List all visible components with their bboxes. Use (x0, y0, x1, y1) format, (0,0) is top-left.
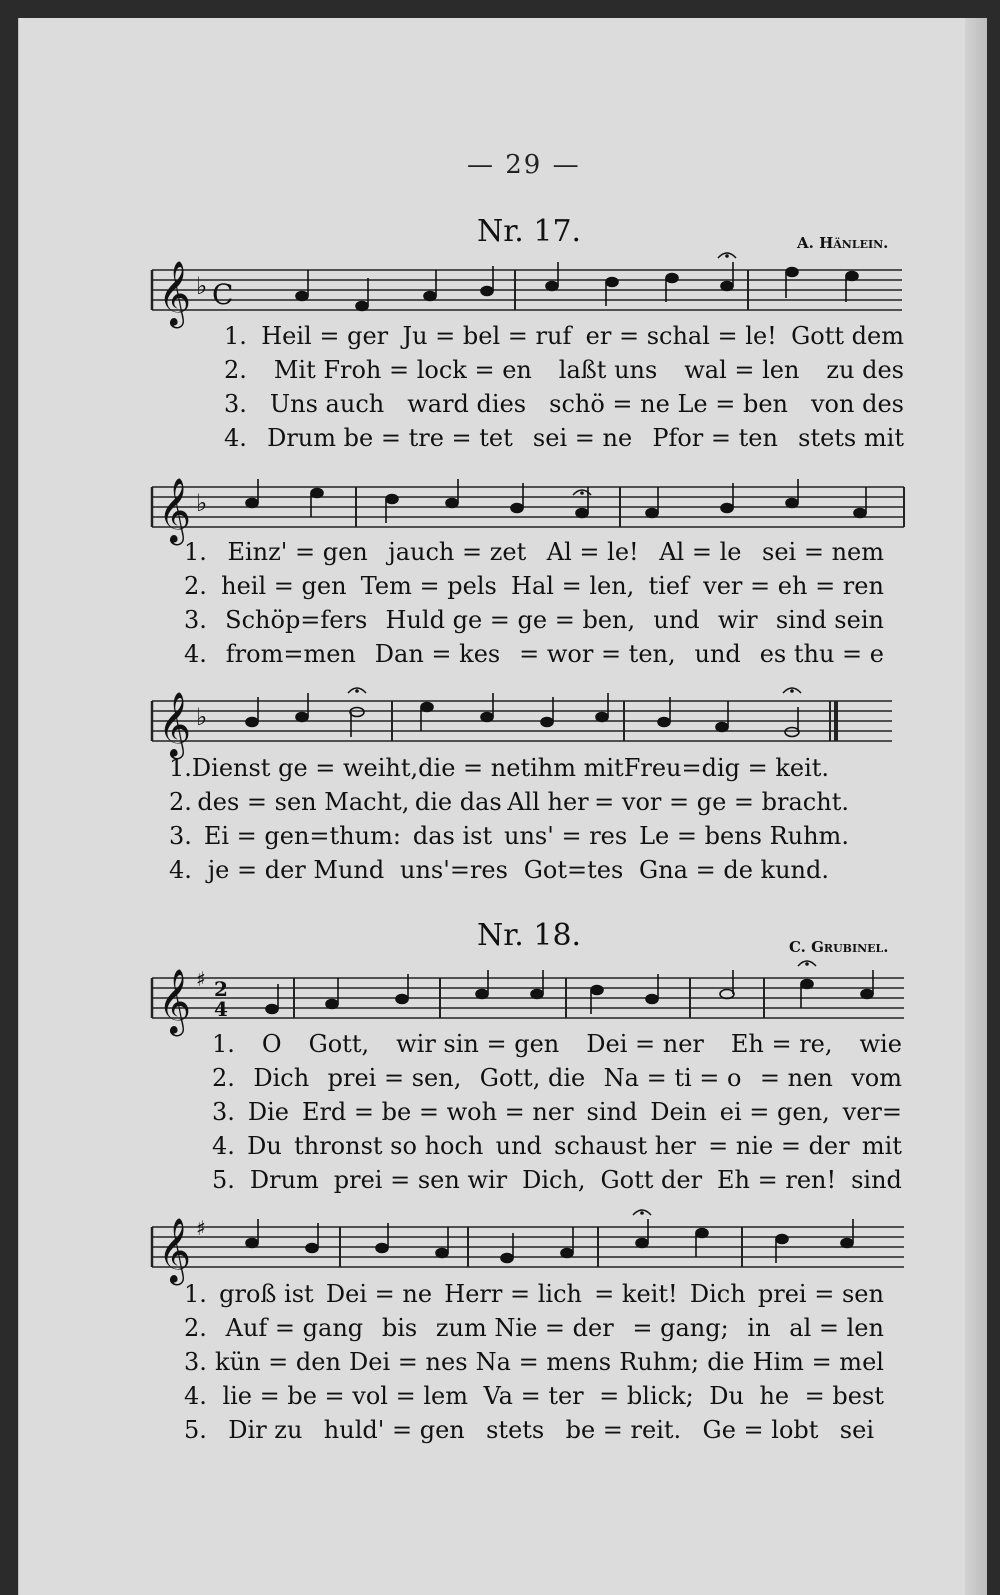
svg-text:C: C (212, 278, 234, 311)
svg-text:♯: ♯ (196, 1216, 206, 1240)
lyrics-17-1-verse-3: 3. Uns auch ward dies schö = ne Le = ben von des (224, 390, 904, 418)
verse-number: 4. (224, 424, 247, 452)
lyrics-18-2-verse-4: 4. lie = be = vol = lem Va = ter = blick; Du he = best (184, 1382, 884, 1410)
lyrics-17-3-verse-4: 4. je = der Mund uns'=res Got=tes Gna = de kund. (169, 856, 829, 884)
lyrics-17-2-verse-2: 2. heil = gen Tem = pels Hal = len, tief ver = eh = ren (184, 572, 884, 600)
lyrics-18-1-verse-3: 3. Die Erd = be = woh = ner sind Dein ei = gen, ver= (212, 1098, 902, 1126)
lyrics-18-2-verse-2: 2. Auf = gang bis zum Nie = der = gang; in al = len (184, 1314, 884, 1342)
page-number: — 29 — (467, 150, 581, 180)
page-gutter (965, 18, 987, 1595)
lyrics-17-2-verse-3: 3. Schöp=fers Huld ge = ge = ben, und wir sind sein (184, 606, 884, 634)
lyrics-18-1-verse-4: 4. Du thronst so hoch und schaust her = nie = der mit (212, 1132, 902, 1160)
music-staff-17-1 (152, 261, 912, 326)
lyrics-17-3-verse-1: 1. Dienst ge = weiht, die = net ihm mit Freu=dig = keit. (169, 754, 830, 782)
verse-number: 2. (224, 356, 247, 384)
svg-text:𝄞: 𝄞 (158, 478, 192, 543)
composer-17: A. Hänlein. (797, 234, 889, 252)
verse-number: 3. (224, 390, 247, 418)
lyrics-17-2-verse-4: 4. from=men Dan = kes = wor = ten, und es thu = e (184, 640, 884, 668)
lyrics-18-2-verse-1: 1. groß ist Dei = ne Herr = lich = keit! Dich prei = sen (184, 1280, 884, 1308)
lyrics-18-1-verse-5: 5. Drum prei = sen wir Dich, Gott der Eh = ren! sind (212, 1166, 902, 1194)
svg-text:♭: ♭ (196, 703, 208, 731)
svg-text:2: 2 (214, 977, 228, 1001)
music-staff-17-3 (152, 692, 912, 757)
lyrics-17-1-verse-2: 2. Mit Froh = lock = en laßt uns wal = len zu des (224, 356, 904, 384)
svg-text:4: 4 (214, 997, 228, 1021)
verse-number: 1. (224, 322, 247, 350)
lyrics-17-3-verse-3: 3. Ei = gen=thum: das ist uns' = res Le = bens Ruhm. (169, 822, 849, 850)
lyrics-17-1-verse-4: 4. Drum be = tre = tet sei = ne Pfor = ten stets mit (224, 424, 904, 452)
music-staff-17-2 (152, 478, 912, 543)
music-staff-18-1 (152, 967, 912, 1034)
lyrics-18-2-verse-5: 5. Dir zu huld' = gen stets be = reit. Ge = lobt sei (184, 1416, 874, 1444)
svg-text:♭: ♭ (196, 272, 208, 300)
composer-18: C. Grubinel. (789, 938, 889, 956)
svg-text:♭: ♭ (196, 489, 208, 517)
lyrics-18-1-verse-2: 2. Dich prei = sen, Gott, die Na = ti = o = nen vom (212, 1064, 902, 1092)
svg-text:𝄞: 𝄞 (158, 1218, 192, 1283)
music-staff-18-2 (152, 1216, 912, 1283)
lyrics-17-1-verse-1: 1. Heil = ger Ju = bel = ruf er = schal = le! Gott dem (224, 322, 904, 350)
lyrics-17-3-verse-2: 2. des = sen Macht, die das All her = vor = ge = bracht. (169, 788, 849, 816)
svg-text:𝄞: 𝄞 (158, 261, 192, 326)
lyrics-18-2-verse-3: 3. kün = den Dei = nes Na = mens Ruhm; die Him = mel (184, 1348, 884, 1376)
lyrics-18-1-verse-1: 1. O Gott, wir sin = gen Dei = ner Eh = re, wie (212, 1030, 902, 1058)
hymn-title-17: Nr. 17. (477, 214, 582, 249)
book-page (18, 18, 987, 1595)
svg-text:♯: ♯ (196, 967, 206, 991)
hymn-title-18: Nr. 18. (477, 918, 582, 953)
lyrics-17-2-verse-1: 1. Einz' = gen jauch = zet Al = le! Al = le sei = nem (184, 538, 884, 566)
svg-text:𝄞: 𝄞 (158, 692, 192, 757)
svg-text:𝄞: 𝄞 (158, 969, 192, 1034)
